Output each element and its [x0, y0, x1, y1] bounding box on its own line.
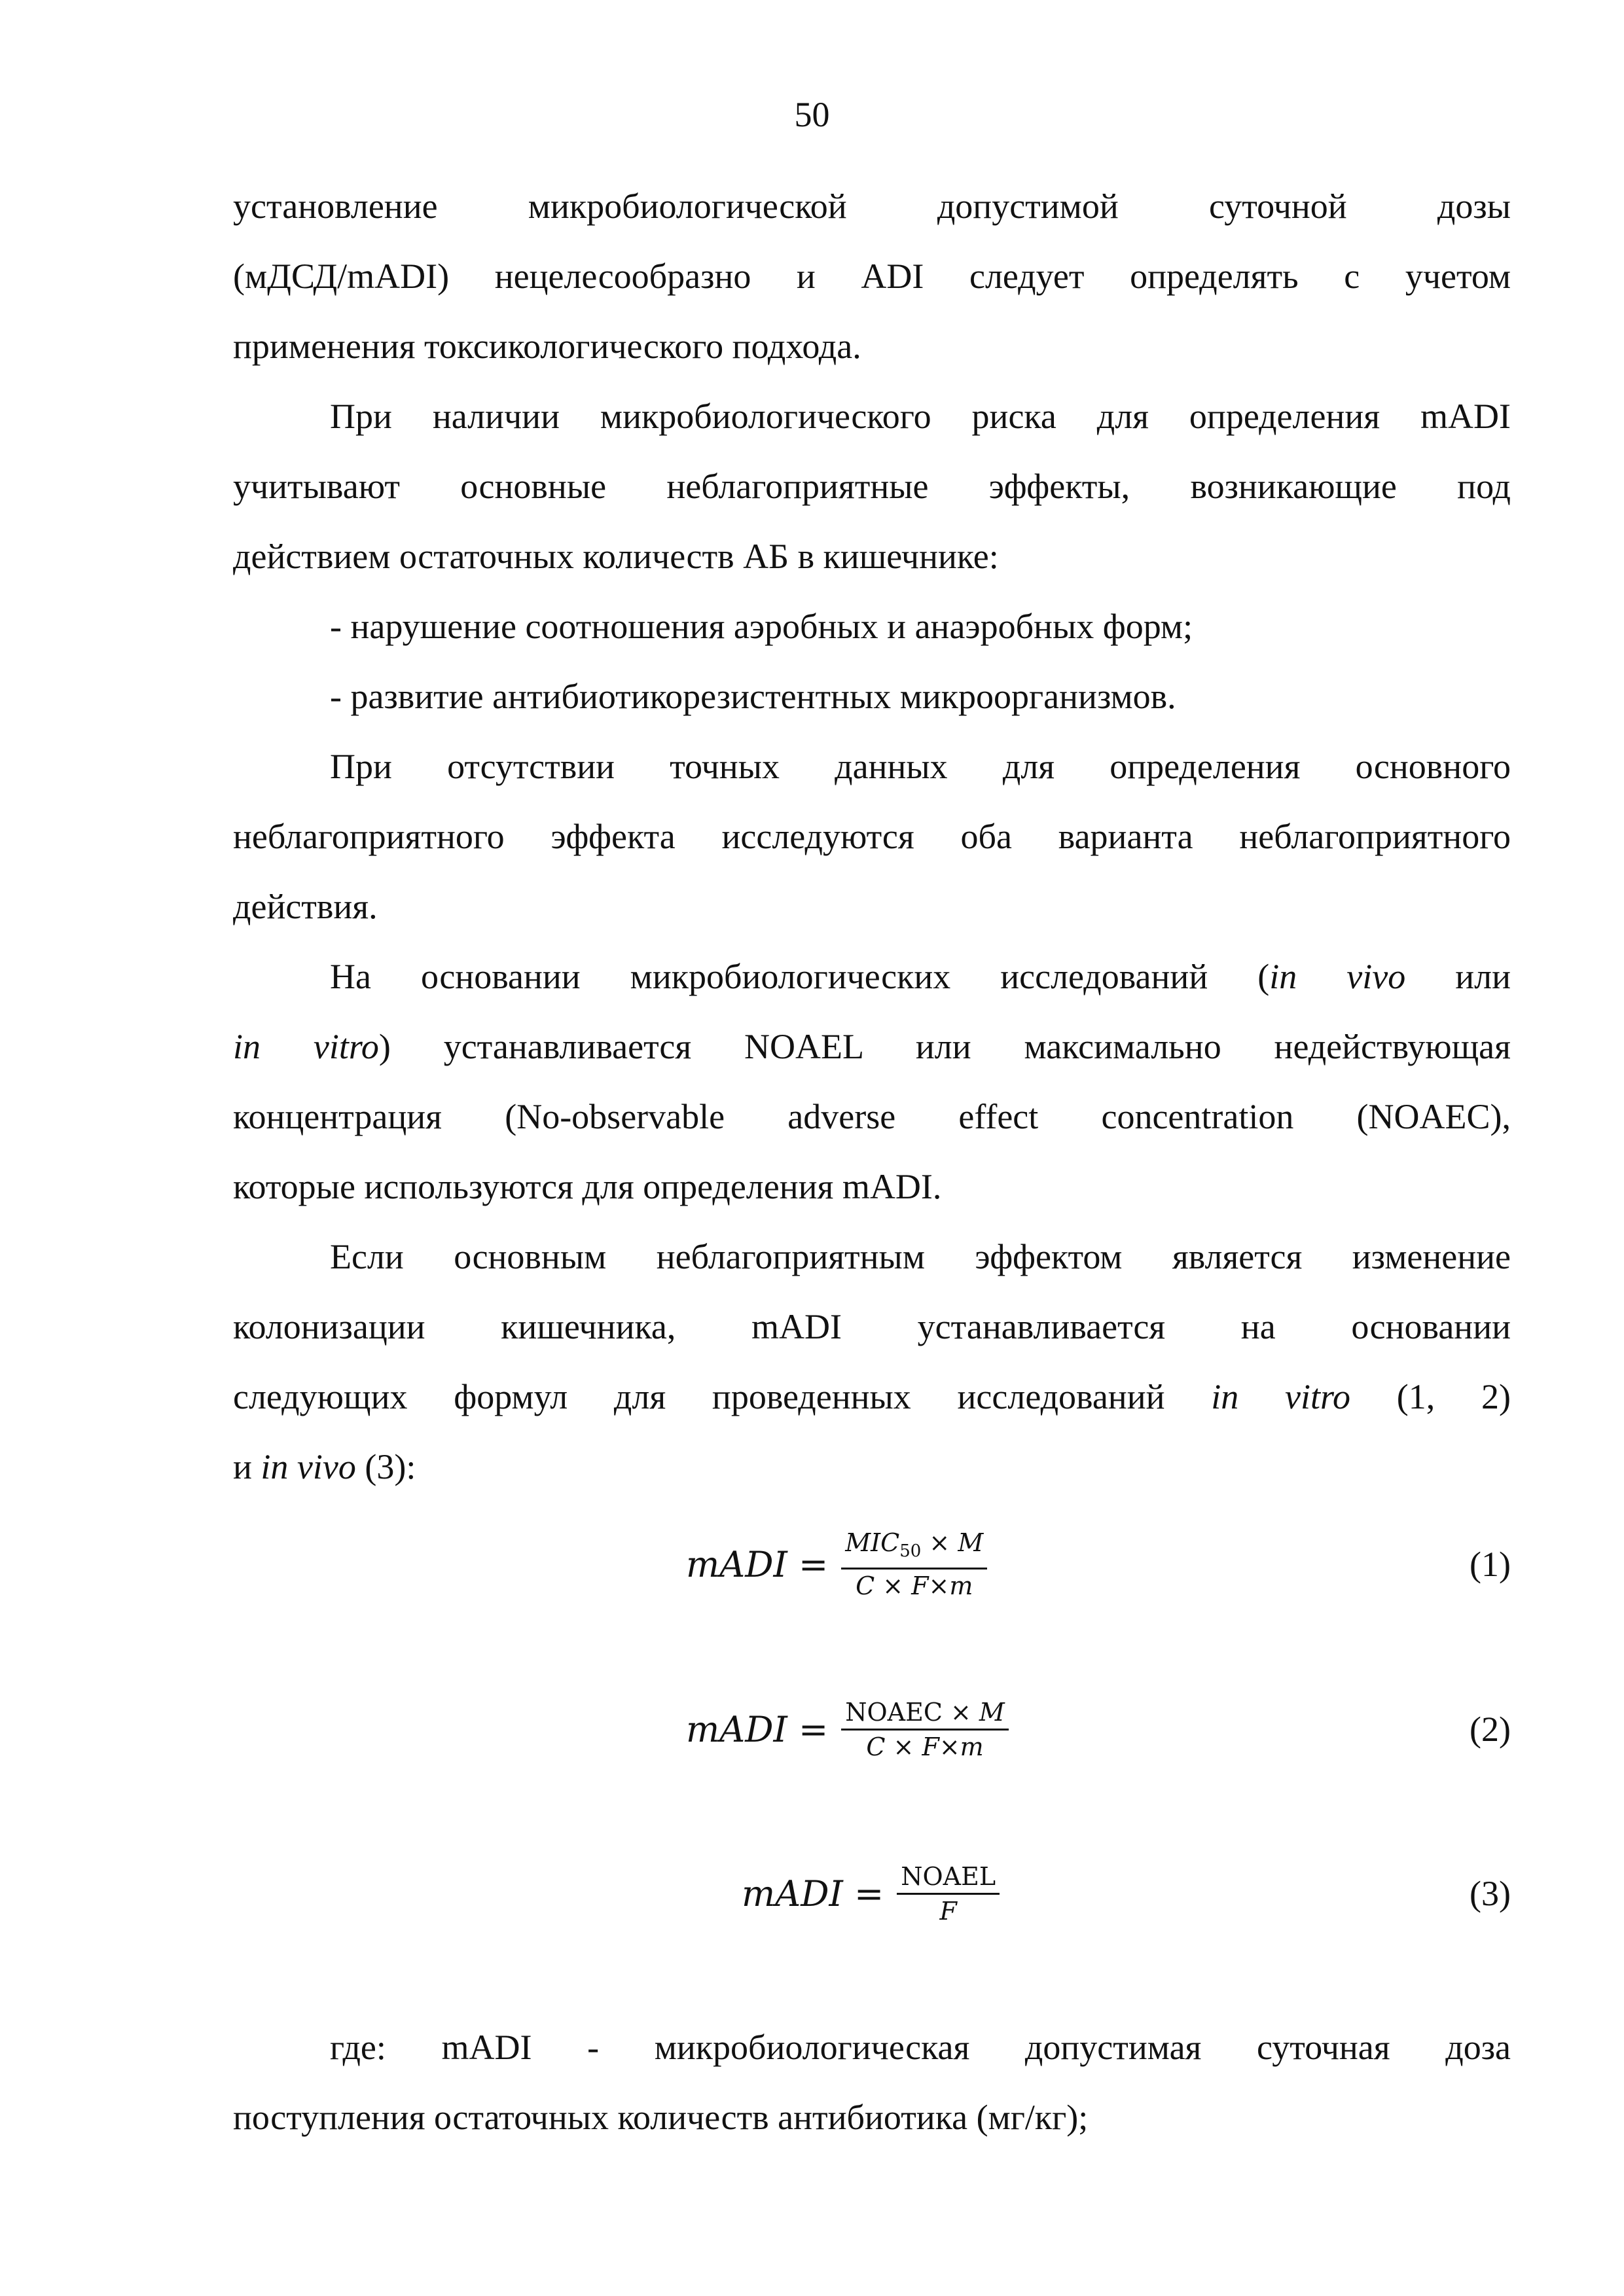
- formula-lhs: mADI =: [742, 1873, 884, 1914]
- text-fragment: (1, 2): [1350, 1377, 1511, 1416]
- fraction-numerator: [897, 1860, 1000, 1893]
- text-line: которые используются для определения mADI.: [233, 1167, 942, 1206]
- text-fragment: следующих формул для проведенных исследований: [233, 1377, 1212, 1416]
- text-line: применения токсикологического подхода.: [233, 327, 861, 366]
- paragraph-definition: [233, 2013, 1511, 2153]
- text-line: [233, 1362, 1511, 1432]
- fraction: [897, 1860, 1000, 1928]
- text-fragment: или: [1405, 957, 1511, 996]
- italic-term: in vivo: [261, 1447, 356, 1486]
- text-line: [233, 942, 1511, 1012]
- text-fragment: (3):: [355, 1447, 416, 1486]
- numerator-symbol: MIC: [845, 1528, 900, 1557]
- formula-expression: [686, 1680, 1009, 1778]
- formula-1: [233, 1515, 1511, 1613]
- text-line: При наличии микробиологического риска для определения mADI: [330, 397, 1511, 436]
- equation-number: (3): [1470, 1874, 1511, 1913]
- text-line: концентрация (No-observable adverse effect concentration (NOAEC),: [233, 1097, 1511, 1136]
- text-line: [233, 1012, 1511, 1082]
- text-line: неблагоприятного эффекта исследуются оба варианта неблагоприятного: [233, 817, 1511, 856]
- list-item: - развитие антибиотикорезистентных микроорганизмов.: [330, 677, 1176, 716]
- equation-number: (1): [1470, 1545, 1511, 1584]
- list-item: - нарушение соотношения аэробных и анаэробных форм;: [330, 607, 1193, 646]
- text-line: действием остаточных количеств АБ в кишечнике:: [233, 537, 999, 576]
- equation-number: (2): [1470, 1710, 1511, 1749]
- formula-expression: [686, 1515, 987, 1613]
- text-line: (мДСД/mADI) нецелесообразно и ADI следует определять с учетом: [233, 257, 1511, 296]
- text-line: учитывают основные неблагоприятные эффекты, возникающие под: [233, 467, 1511, 506]
- paragraph-formulas-intro: [233, 1222, 1511, 1502]
- text-line: Если основным неблагоприятным эффектом является изменение: [330, 1237, 1511, 1276]
- numerator-term: NOAEL: [901, 1861, 996, 1891]
- page-number: 50: [794, 95, 830, 134]
- paragraph-absence: [233, 732, 1511, 942]
- paragraph-intro: [233, 171, 1511, 382]
- text-line: При отсутствии точных данных для определения основного: [330, 747, 1511, 786]
- fraction: [841, 1696, 1009, 1763]
- text-line: где: mADI - микробиологическая допустимая суточная доза: [330, 2028, 1511, 2067]
- formula-lhs: mADI =: [686, 1543, 829, 1585]
- text-line: установление микробиологической допустимой суточной дозы: [233, 187, 1511, 226]
- fraction-numerator: [841, 1696, 1009, 1729]
- effects-list: [233, 592, 1511, 732]
- text-fragment: и: [233, 1447, 261, 1486]
- italic-term: in vivo: [1269, 957, 1406, 996]
- formula-lhs: mADI =: [686, 1708, 829, 1750]
- formula-expression: [742, 1844, 1000, 1943]
- paragraph-studies: [233, 942, 1511, 1222]
- fraction-denominator: F: [939, 1896, 957, 1926]
- formula-3: [233, 1844, 1511, 1943]
- numerator-subscript: 50: [899, 1541, 922, 1561]
- text-line: колонизации кишечника, mADI устанавливается на основании: [233, 1307, 1511, 1346]
- fraction-denominator: C × F×m: [866, 1732, 984, 1761]
- text-line: действия.: [233, 887, 378, 926]
- formula-2: [233, 1680, 1511, 1778]
- text-fragment: На основании микробиологических исследований (: [330, 957, 1270, 996]
- italic-term: in vitro: [233, 1027, 379, 1066]
- text-line: [233, 1432, 1511, 1502]
- paragraph-risk: [233, 382, 1511, 592]
- numerator-tail: × M: [921, 1528, 984, 1557]
- italic-term: in vitro: [1211, 1377, 1350, 1416]
- numerator-tail: × M: [942, 1697, 1005, 1727]
- text-fragment: ) устанавливается NOAEL или максимально недействующая: [378, 1027, 1511, 1066]
- text-line: поступления остаточных количеств антибиотика (мг/кг);: [233, 2098, 1089, 2137]
- fraction-denominator: C × F×m: [856, 1571, 973, 1600]
- numerator-term: NOAEC: [845, 1697, 943, 1727]
- fraction: [841, 1526, 987, 1602]
- fraction-numerator: [841, 1526, 987, 1568]
